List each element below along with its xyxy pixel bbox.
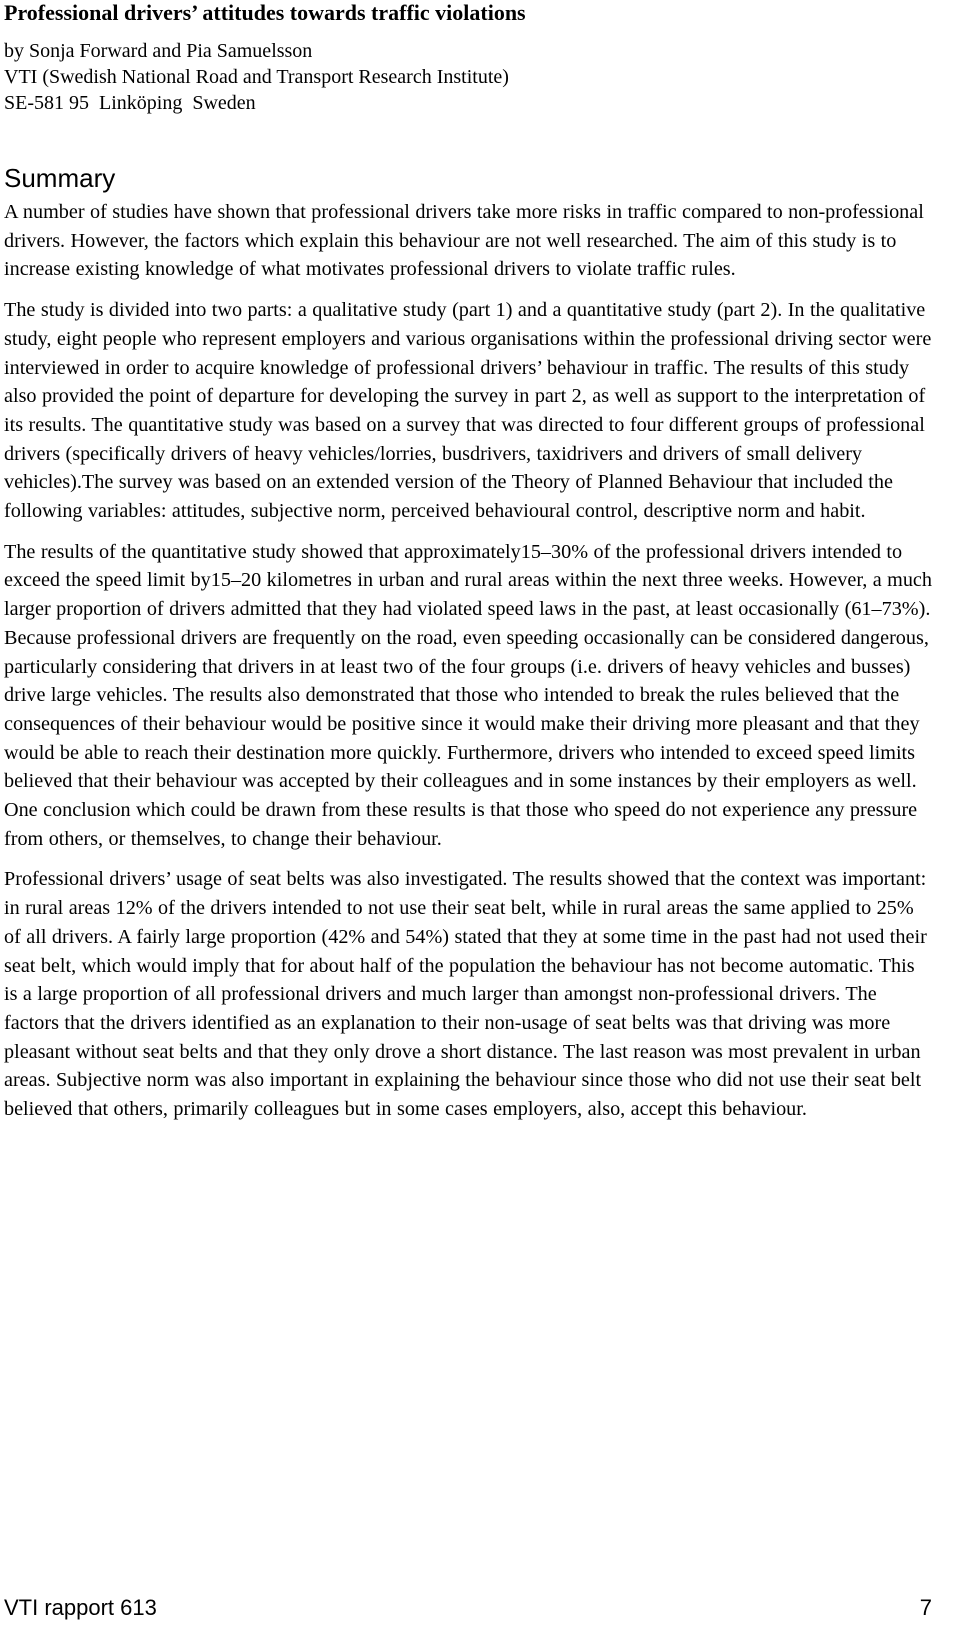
document-title: Professional drivers’ attitudes towards traffic violations	[4, 0, 526, 25]
page-number: 7	[919, 1595, 932, 1620]
report-label: VTI rapport 613	[4, 1595, 157, 1620]
summary-paragraph: Professional drivers’ usage of seat belts was also investigated. The results showed that the context was important: in rural areas 12% of the drivers intended to not use their seat belt, while in rural areas the same applied to 25% of all drivers. A fairly large proportion (42% and 54%) stated that they at some time in the past had not used their seat belt, which would imply that for about half of the population the behaviour has not become automatic. This is a large proportion of all professional drivers and much larger than amongst non-professional drivers. The factors that the drivers identified as an explanation to their non-usage of seat belts was that driving was more pleasant without seat belts and that they only drove a short distance. The last reason was most prevalent in urban areas. Subjective norm was also important in explaining the behaviour since those who did not use their seat belt believed that others, primarily colleagues but in some cases employers, also, accept this behaviour.	[4, 868, 927, 1121]
author-block	[4, 38, 932, 116]
summary-paragraph: The results of the quantitative study showed that approximately15–30% of the professional drivers intended to exceed the speed limit by15–20 kilometres in urban and rural areas within the next three weeks. However, a much larger proportion of drivers admitted that they had violated speed laws in the past, at least occasionally (61–73%). Because professional drivers are frequently on the road, even speeding occasionally can be considered dangerous, particularly considering that drivers in at least two of the four groups (i.e. drivers of heavy vehicles and busses) drive large vehicles. The results also demonstrated that those who intended to break the rules believed that the consequences of their behaviour would be positive since it would make their driving more pleasant and that they would be able to reach their destination more quickly. Furthermore, drivers who intended to exceed speed limits believed that their behaviour was accepted by their colleagues and in some instances by their employers as well. One conclusion which could be drawn from these results is that those who speed do not experience any pressure from others, or themselves, to change their behaviour.	[4, 540, 932, 850]
summary-paragraph: A number of studies have shown that professional drivers take more risks in traffic compared to non-professional drivers. However, the factors which explain this behaviour are not well researched. The aim of this study is to increase existing knowledge of what motivates professional drivers to violate traffic rules.	[4, 201, 924, 281]
institute-line: VTI (Swedish National Road and Transport Research Institute)	[4, 66, 509, 88]
page-footer	[4, 1594, 932, 1622]
section-heading: Summary	[4, 163, 116, 193]
address-line: SE-581 95 Linköping Sweden	[4, 92, 256, 114]
authors-line: by Sonja Forward and Pia Samuelsson	[4, 40, 313, 62]
summary-paragraph: The study is divided into two parts: a qualitative study (part 1) and a quantitative study (part 2). In the qualitative study, eight people who represent employers and various organisations within the professional driving sector were interviewed in order to acquire knowledge of professional drivers’ behaviour in traffic. The results of this study also provided the point of departure for developing the survey in part 2, as well as support to the interpretation of its results. The quantitative study was based on a survey that was directed to four different groups of professional drivers (specifically drivers of heavy vehicles/lorries, busdrivers, taxidrivers and drivers of small delivery vehicles).The survey was based on an extended version of the Theory of Planned Behaviour that included the following variables: attitudes, subjective norm, perceived behavioural control, descriptive norm and habit.	[4, 299, 932, 523]
